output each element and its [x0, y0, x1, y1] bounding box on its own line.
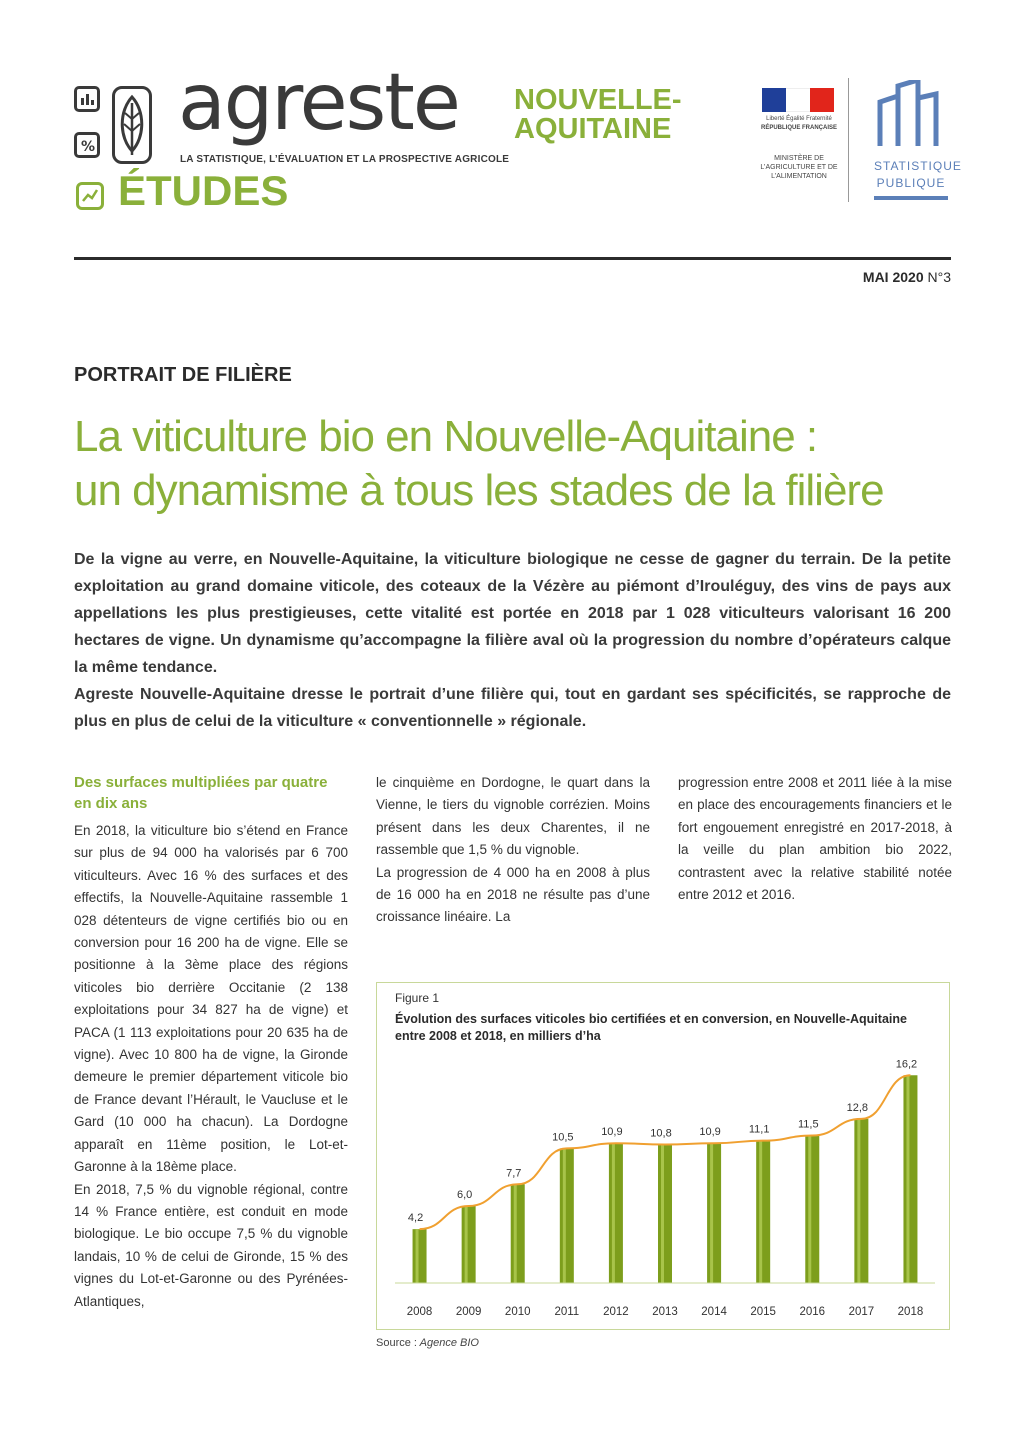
- trend-icon: [76, 182, 104, 210]
- col1-p2: En 2018, 7,5 % du vignoble régional, contre 14 % France entière, est conduit en mode biologique. Le bio occupe 7,5 % du vignoble landais, 10 % de celui de Gironde, 15 % des vignes du Lot-et-Garonne ou des Pyrénées-Atlantiques,: [74, 1181, 348, 1309]
- chart-bar: [903, 1075, 917, 1283]
- chart-data-label: 10,5: [552, 1131, 574, 1144]
- svg-text:%: %: [81, 139, 96, 155]
- chart-bar-highlight: [906, 1075, 909, 1283]
- stat-buildings-icon: [874, 80, 948, 154]
- chart-x-tick-label: 2016: [799, 1306, 826, 1318]
- ministry-logo: [750, 78, 849, 202]
- col2-p1: le cinquième en Dordogne, le quart dans la Vienne, le tiers du vignoble corrézien. Moins présent dans les deux Charentes, il ne rassemble que 1,5 % du vignoble.: [376, 775, 650, 858]
- chart-bar: [560, 1148, 574, 1283]
- lead-paragraph: [74, 546, 951, 735]
- chart-bar-highlight: [661, 1145, 664, 1283]
- column-3: [678, 772, 952, 906]
- page-title: [74, 410, 954, 518]
- chart-bar: [854, 1119, 868, 1283]
- region-line-2: AQUITAINE: [514, 113, 672, 145]
- chart-x-tick-label: 2011: [554, 1306, 580, 1318]
- chart-data-label: 6,0: [456, 1189, 473, 1202]
- col3-p1: progression entre 2008 et 2011 liée à la mise en place des encouragements financiers et le fort engouement enregistré en 2017-2018, à la veille du plan ambition bio 2022, contrastent avec la relative stabilité notée entre 2012 et 2016.: [678, 775, 952, 903]
- stat-underline: [874, 196, 948, 200]
- chart-bar: [462, 1206, 476, 1283]
- header-rule: [74, 257, 951, 260]
- figure-source: [376, 1337, 479, 1349]
- column-1: [74, 772, 348, 1313]
- region-name: [514, 86, 682, 144]
- chart-x-tick-label: 2012: [603, 1306, 629, 1318]
- ministry-name: MINISTÈRE DE L’AGRICULTURE ET DE L’ALIMENTATION: [760, 155, 838, 180]
- chart-bar: [609, 1143, 623, 1283]
- chart-x-tick-label: 2008: [406, 1306, 433, 1318]
- chart-bar: [756, 1141, 770, 1283]
- chart-data-label: 11,5: [797, 1118, 819, 1131]
- kicker: PORTRAIT DE FILIÈRE: [74, 364, 292, 386]
- column-2: [376, 772, 650, 929]
- source-name: Agence BIO: [419, 1337, 479, 1349]
- chart-bar-highlight: [808, 1136, 811, 1283]
- chart-x-tick-label: 2018: [897, 1306, 924, 1318]
- section-heading: Des surfaces multipliées par quatre en dix ans: [74, 774, 328, 812]
- chart-bar-highlight: [416, 1229, 419, 1283]
- issue-date: MAI 2020: [862, 269, 924, 285]
- chart-data-label: 10,8: [650, 1127, 672, 1140]
- chart-x-tick-label: 2014: [701, 1306, 727, 1318]
- chart-data-label: 11,1: [748, 1123, 770, 1136]
- statistique-publique-logo: [874, 80, 962, 190]
- gov-republic: RÉPUBLIQUE FRANÇAISE: [760, 125, 837, 131]
- chart-data-label: 10,9: [699, 1126, 721, 1139]
- chart-bar-highlight: [710, 1143, 713, 1283]
- chart-bar: [805, 1136, 819, 1283]
- series-name: ÉTUDES: [118, 167, 289, 214]
- chart-data-label: 16,2: [895, 1058, 918, 1071]
- stat-line-2: PUBLIQUE: [876, 176, 946, 190]
- bar-chart-icon: [74, 86, 100, 112]
- chart-data-label: 7,7: [506, 1167, 522, 1180]
- figure-1: [376, 982, 950, 1330]
- lead-p2: Agreste Nouvelle-Aquitaine dresse le portrait d’une filière qui, tout en gardant ses spécificités, se rapproche de plus en plus de celui de la viticulture « conventionnelle » régionale.: [74, 686, 951, 730]
- chart-bar: [707, 1143, 721, 1283]
- lead-p1: De la vigne au verre, en Nouvelle-Aquitaine, la viticulture biologique ne cesse de gagner du terrain. De la petite exploitation au grand domaine viticole, des coteaux de la Vézère au piémont d’Irouléguy, des vins de pays aux appellations les plus prestigieuses, cette vitalité est portée en 2018 par 1 028 viticulteurs valorisant 16 200 hectares de vigne. Un dynamisme qu’accompagne la filière aval où la progression du nombre d’opérateurs calque la même tendance.: [74, 551, 951, 676]
- figure-title: Évolution des surfaces viticoles bio certifiées et en conversion, en Nouvelle-Aquitaine entre 2008 et 2018, en milliers d’ha: [395, 1012, 907, 1043]
- region-line-1: NOUVELLE-: [514, 84, 682, 116]
- chart-x-tick-label: 2015: [750, 1306, 776, 1318]
- chart-x-tick-label: 2013: [652, 1306, 678, 1318]
- issue-number: N°3: [927, 269, 951, 285]
- brand-wordmark: agreste: [178, 58, 459, 148]
- chart-bar-highlight: [857, 1119, 860, 1283]
- chart-bar: [658, 1145, 672, 1283]
- chart-bar-highlight: [612, 1143, 615, 1283]
- col2-p2: La progression de 4 000 ha en 2008 à plus de 16 000 ha en 2018 ne résulte pas d’une croissance linéaire. La: [376, 864, 650, 925]
- chart-x-tick-label: 2009: [455, 1306, 482, 1318]
- chart-bar: [413, 1229, 427, 1283]
- chart-data-label: 10,9: [601, 1126, 623, 1139]
- chart-bar-highlight: [514, 1184, 517, 1283]
- chart-x-tick-label: 2010: [504, 1306, 531, 1318]
- title-line-1: La viticulture bio en Nouvelle-Aquitaine :: [74, 412, 818, 461]
- issue-info: [700, 269, 951, 285]
- source-prefix: Source :: [376, 1337, 417, 1349]
- chart-bar: [511, 1184, 525, 1283]
- percent-icon: [74, 132, 100, 158]
- chart-data-label: 4,2: [407, 1212, 424, 1225]
- title-line-2: un dynamisme à tous les stades de la filière: [74, 466, 884, 515]
- brand-tagline: LA STATISTIQUE, L’ÉVALUATION ET LA PROSPECTIVE AGRICOLE: [180, 154, 510, 165]
- gov-motto: Liberté Égalité Fraternité: [766, 116, 832, 122]
- chart-data-label: 12,8: [846, 1101, 869, 1114]
- chart-bar-highlight: [563, 1148, 566, 1283]
- leaf-icon: [112, 86, 152, 164]
- chart-x-tick-label: 2017: [848, 1306, 875, 1318]
- stat-label: [874, 158, 962, 192]
- chart-bar-highlight: [465, 1206, 468, 1283]
- col1-p1: En 2018, la viticulture bio s’étend en France sur plus de 94 000 ha valorisés par 6 700 viticulteurs. Avec 16 % des surfaces et des effectifs, la Nouvelle-Aquitaine rassemble 1 028 détenteurs de vigne certifiés bio ou en conversion pour 16 200 ha de vigne. Elle se positionne à la 3ème place des régions viticoles bio derrière Occitanie (2 138 exploitations pour 34 827 ha de vigne) et PACA (1 113 exploitations pour 20 635 ha de vigne). Avec 10 800 ha de vigne, la Gironde demeure le premier département viticole bio de France devant l’Hérault, le Vaucluse et le Gard (10 000 ha chacun). La Dordogne apparaît en 11ème position, le Lot-et-Garonne à la 18ème place.: [74, 823, 348, 1175]
- french-flag-icon: [762, 88, 834, 112]
- chart-bar-highlight: [759, 1141, 762, 1283]
- figure-label: Figure 1: [395, 991, 440, 1005]
- stat-line-1: STATISTIQUE: [874, 159, 962, 173]
- bar-chart: [377, 983, 951, 1329]
